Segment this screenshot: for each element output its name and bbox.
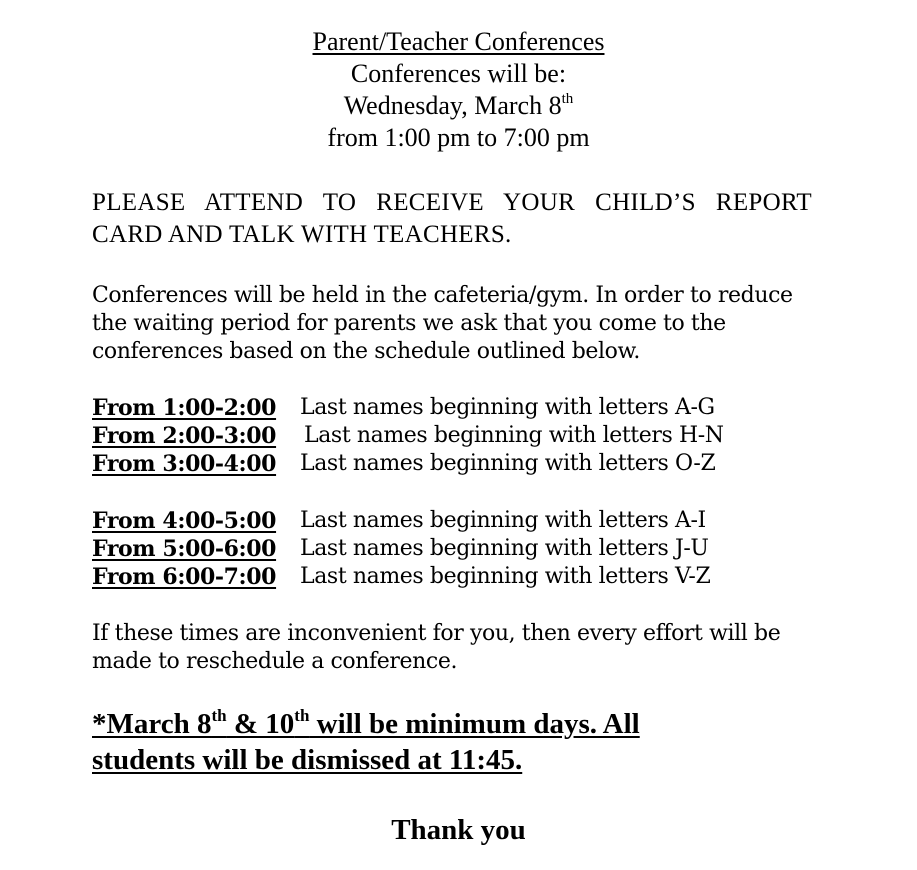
time-slot: From 1:00-2:00: [92, 395, 277, 421]
letter-range: Last names beginning with letters J-U: [300, 536, 709, 561]
location-line-3: conferences based on the schedule outlined below.: [92, 339, 640, 364]
schedule-row: [92, 450, 832, 478]
location-line-1: Conferences will be held in the cafeteria/gym. In order to reduce: [92, 283, 793, 308]
time-slot: From 4:00-5:00: [92, 508, 277, 534]
notice-part-3: will be minimum days. All: [309, 708, 640, 740]
notice-ordinal-1: th: [211, 706, 227, 725]
letter-range: Last names beginning with letters A-G: [300, 395, 715, 420]
letter-range: Last names beginning with letters V-Z: [300, 564, 711, 589]
schedule-row: [92, 422, 832, 450]
conference-time: from 1:00 pm to 7:00 pm: [327, 123, 590, 152]
reschedule-line-1: If these times are inconvenient for you, then every effort will be: [92, 621, 781, 646]
location-paragraph: [92, 282, 832, 366]
reschedule-line-2: made to reschedule a conference.: [92, 649, 458, 674]
date-ordinal: th: [561, 91, 574, 107]
time-slot: From 2:00-3:00: [92, 423, 277, 449]
letter-range: Last names beginning with letters A-I: [300, 508, 706, 533]
location-line-2: the waiting period for parents we ask that you come to the: [92, 311, 726, 336]
conference-date: [0, 90, 917, 122]
title-text: Parent/Teacher Conferences: [312, 27, 605, 56]
time-slot: From 6:00-7:00: [92, 564, 277, 590]
time-slot: From 3:00-4:00: [92, 451, 277, 477]
reschedule-paragraph: [92, 620, 832, 676]
minimum-days-notice: [92, 706, 852, 778]
time-slot: From 5:00-6:00: [92, 536, 277, 562]
attend-line-2: CARD AND TALK WITH TEACHERS.: [92, 221, 512, 248]
schedule-row: [92, 507, 832, 535]
notice-part-2: & 10: [226, 708, 295, 740]
attend-line-1: PLEASE ATTEND TO RECEIVE YOUR CHILD’S REPORT: [92, 189, 812, 216]
schedule-group-1: [92, 394, 832, 478]
schedule-row: [92, 535, 832, 563]
attend-message: [92, 187, 812, 251]
notice-ordinal-2: th: [294, 706, 310, 725]
schedule-row: [92, 563, 832, 591]
page-title: [0, 26, 917, 58]
notice-part-1: *March 8: [92, 708, 212, 740]
conference-date-text: Wednesday, March 8: [343, 91, 562, 120]
notice-line-1: [92, 706, 852, 742]
schedule-intro: Conferences will be:: [350, 59, 567, 88]
schedule-group-2: [92, 507, 832, 591]
notice-line-2: students will be dismissed at 11:45.: [92, 744, 523, 776]
schedule-row: [92, 394, 832, 422]
closing-thank-you: Thank you: [391, 814, 526, 846]
letter-range: Last names beginning with letters H-N: [304, 423, 724, 448]
letter-range: Last names beginning with letters O-Z: [300, 451, 716, 476]
